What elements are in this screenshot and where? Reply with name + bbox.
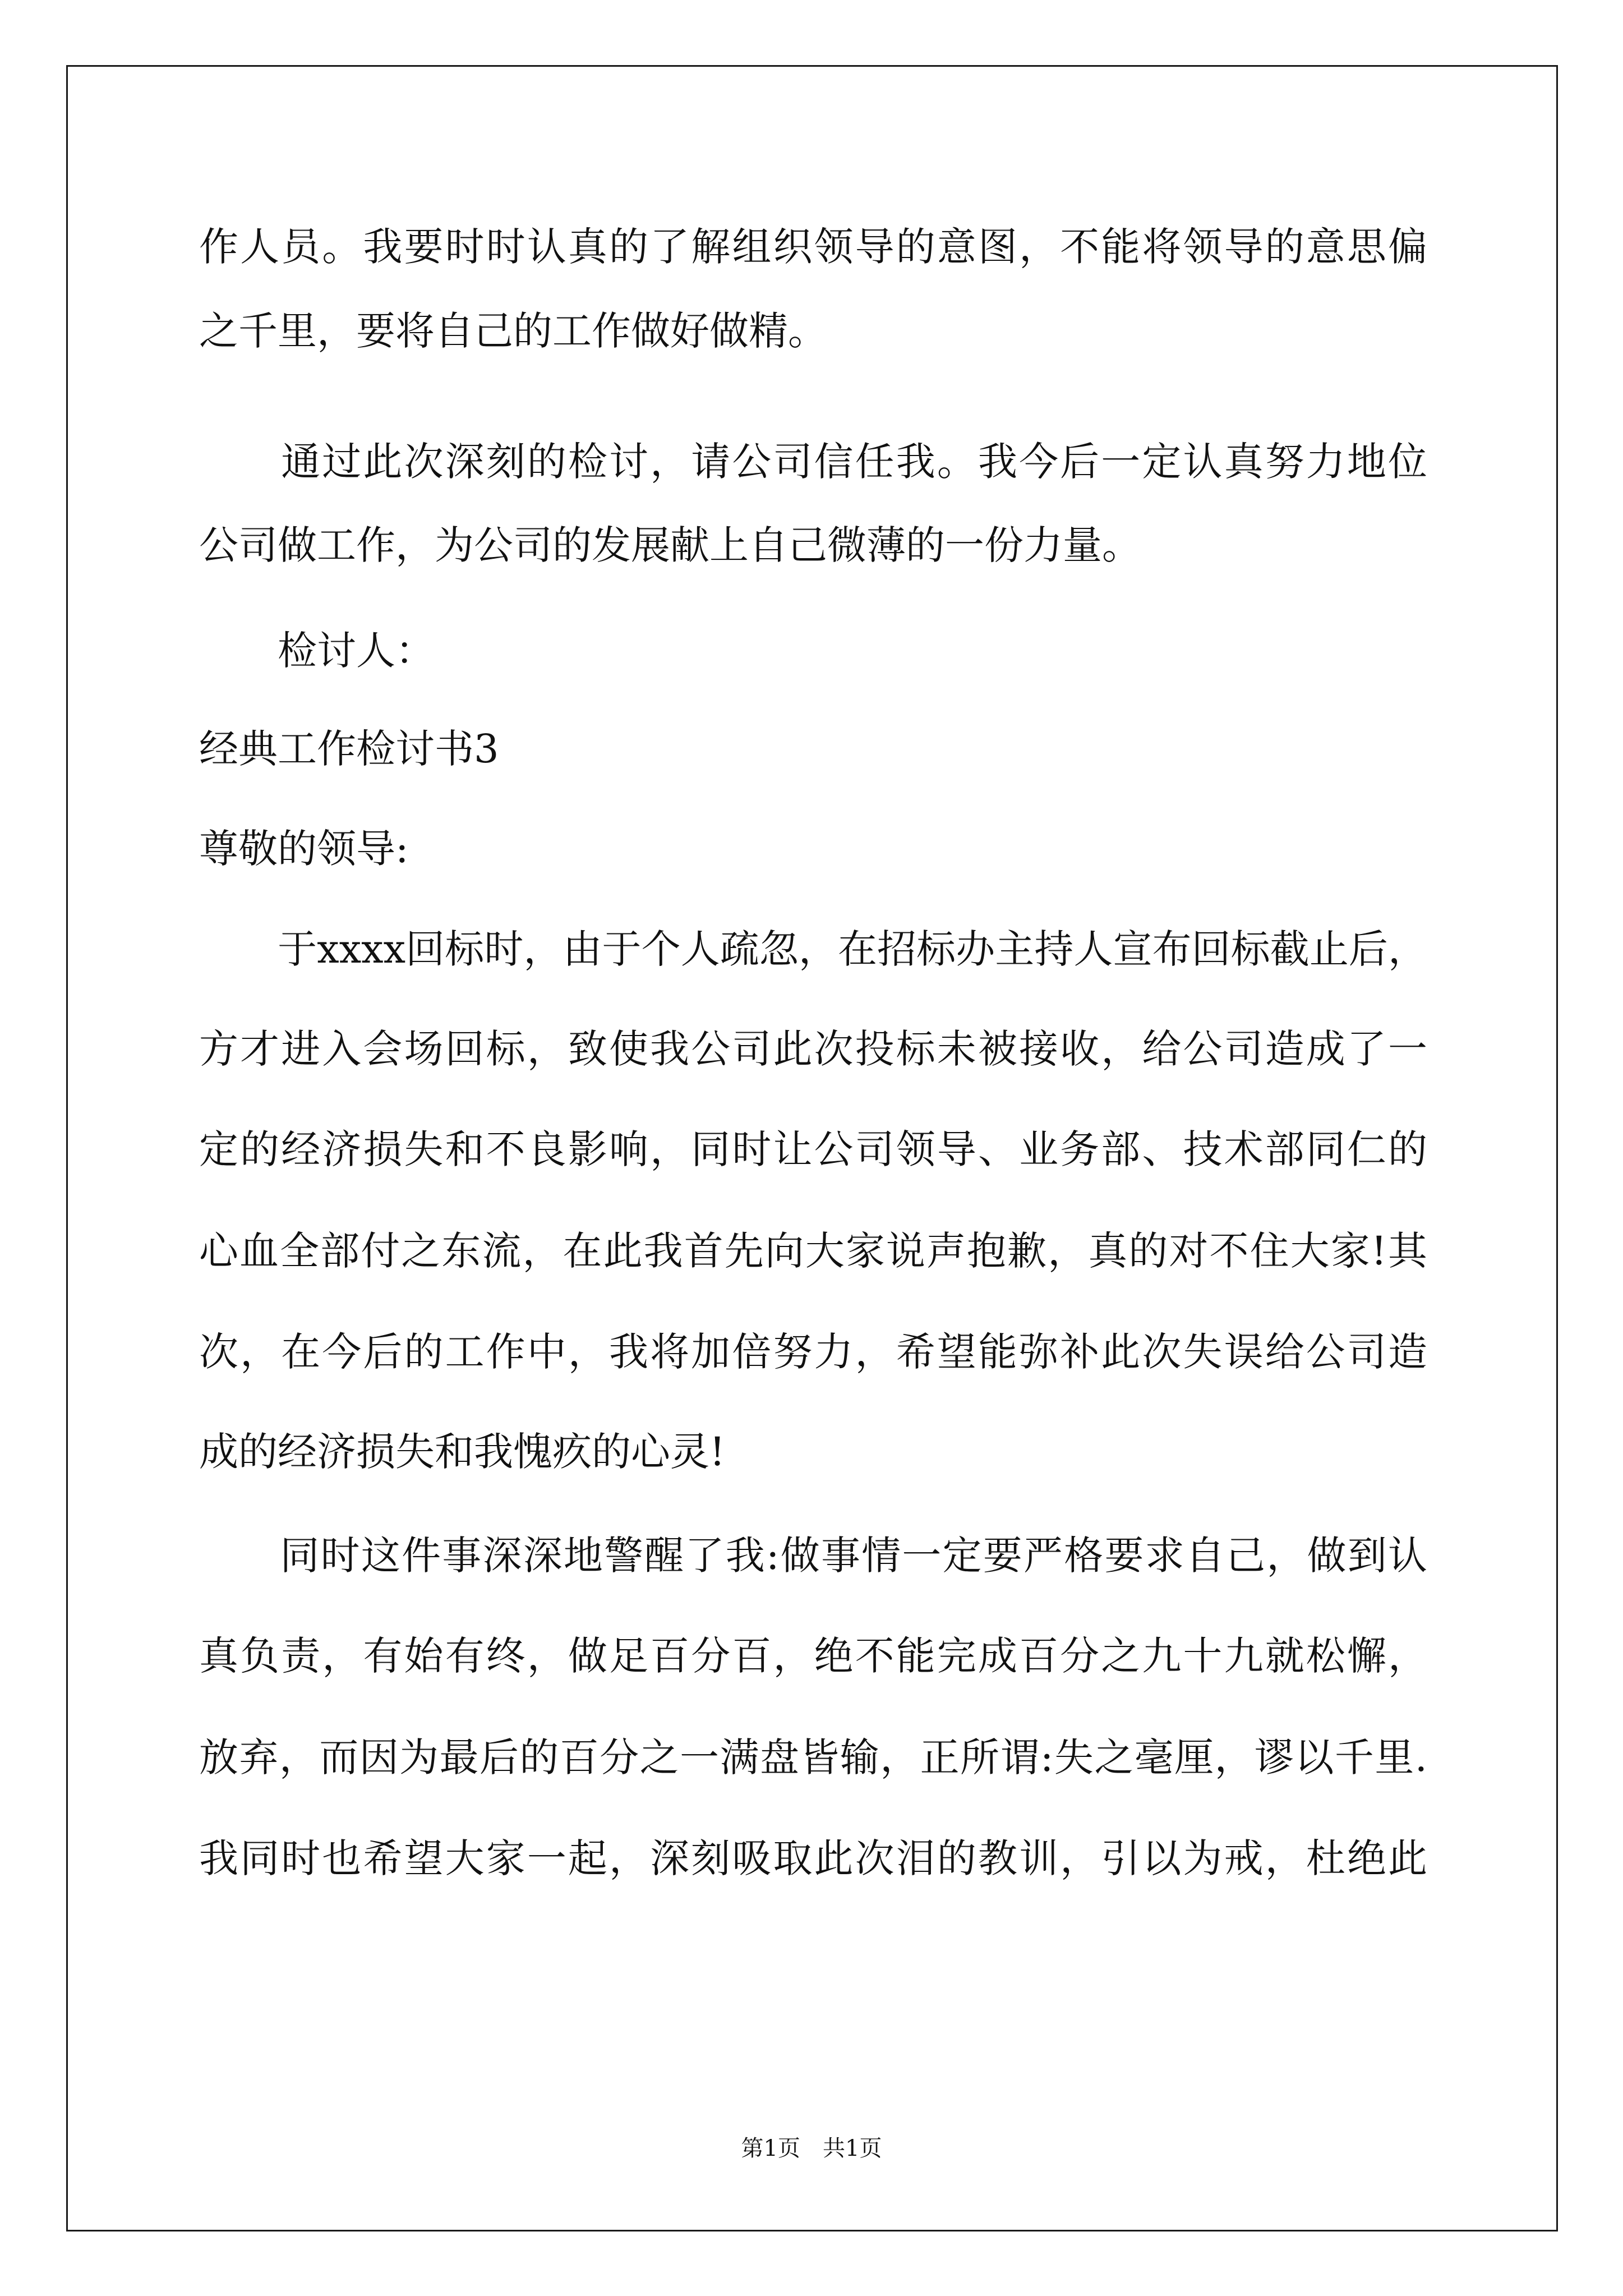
page-number: 第1页 共1页: [741, 2136, 882, 2161]
text-line: 通过此次深刻的检讨，请公司信任我。我今后一定认真努力地位: [199, 439, 1427, 485]
text-line: 检讨人：: [199, 628, 435, 674]
text-line: 成的经济损失和我愧疚的心灵!: [199, 1429, 726, 1475]
text-line: 之千里，要将自己的工作做好做精。: [199, 308, 827, 354]
text-line: 我同时也希望大家一起，深刻吸取此次泪的教训，引以为戒，杜绝此: [199, 1835, 1427, 1881]
section-title: 经典工作检讨书3: [199, 726, 499, 772]
text-line: 公司做工作，为公司的发展献上自己微薄的一份力量。: [199, 522, 1141, 568]
text-line: 作人员。我要时时认真的了解组织领导的意图，不能将领导的意思偏: [199, 224, 1427, 270]
text-line: 方才进入会场回标，致使我公司此次投标未被接收，给公司造成了一: [199, 1026, 1427, 1072]
text-line: 同时这件事深深地警醒了我:做事情一定要严格要求自己，做到认: [199, 1533, 1427, 1579]
text-line: 定的经济损失和不良影响，同时让公司领导、业务部、技术部同仁的: [199, 1126, 1427, 1172]
text-line: 心血全部付之东流，在此我首先向大家说声抱歉，真的对不住大家!其: [199, 1228, 1427, 1274]
text-line: 次，在今后的工作中，我将加倍努力，希望能弥补此次失误给公司造: [199, 1329, 1427, 1375]
text-line: 真负责，有始有终，做足百分百，绝不能完成百分之九十九就松懈，: [199, 1633, 1427, 1679]
text-line: 于xxxx回标时，由于个人疏忽，在招标办主持人宣布回标截止后，: [199, 926, 1427, 972]
salutation: 尊敬的领导:: [199, 826, 409, 872]
text-line: 放弃，而因为最后的百分之一满盘皆输，正所谓:失之毫厘，谬以千里.: [199, 1734, 1427, 1780]
